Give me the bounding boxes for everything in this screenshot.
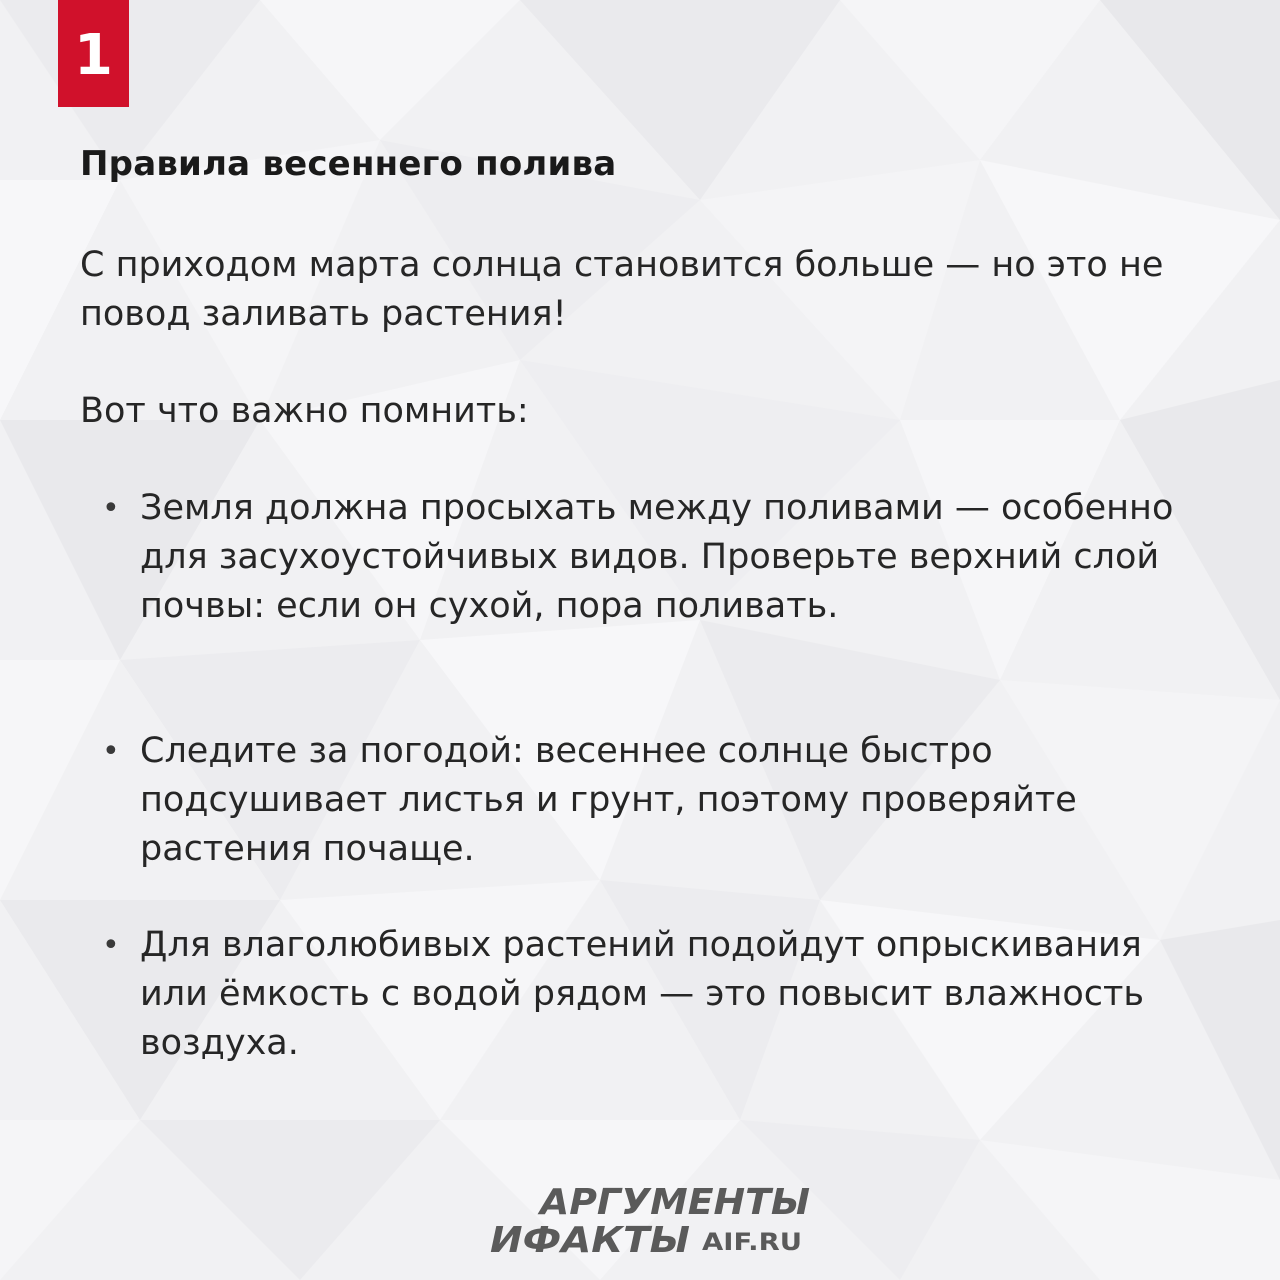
logo-line2: ИФАКТЫ xyxy=(490,1220,690,1260)
bullet-icon: • xyxy=(102,491,120,526)
logo-site: AIF.RU xyxy=(702,1228,802,1256)
list-item xyxy=(102,727,1212,874)
intro-paragraph: С приходом марта солнца становится больше — но это не повод заливать растения! xyxy=(80,245,1164,334)
list-item-text: Земля должна просыхать между поливами — особенно для засухоустойчивых видов. Проверьте верхний слой почвы: если он сухой, пора поливать. xyxy=(140,488,1174,626)
list-item xyxy=(102,921,1212,1068)
bullet-icon: • xyxy=(102,928,120,963)
page-title: Правила весеннего полива xyxy=(80,144,617,184)
list-item xyxy=(102,484,1212,631)
page-number-badge: 1 xyxy=(58,0,129,107)
list-item-text: Следите за погодой: весеннее солнце быстро подсушивает листья и грунт, поэтому проверяйте растения почаще. xyxy=(140,731,1077,869)
aif-logo xyxy=(488,1180,818,1260)
list-item-text: Для влаголюбивых растений подойдут опрыскивания или ёмкость с водой рядом — это повысит влажность воздуха. xyxy=(140,925,1145,1063)
bullet-icon: • xyxy=(102,734,120,769)
logo-line1: АРГУМЕНТЫ xyxy=(536,1182,810,1223)
lead-paragraph: Вот что важно помнить: xyxy=(80,391,529,431)
